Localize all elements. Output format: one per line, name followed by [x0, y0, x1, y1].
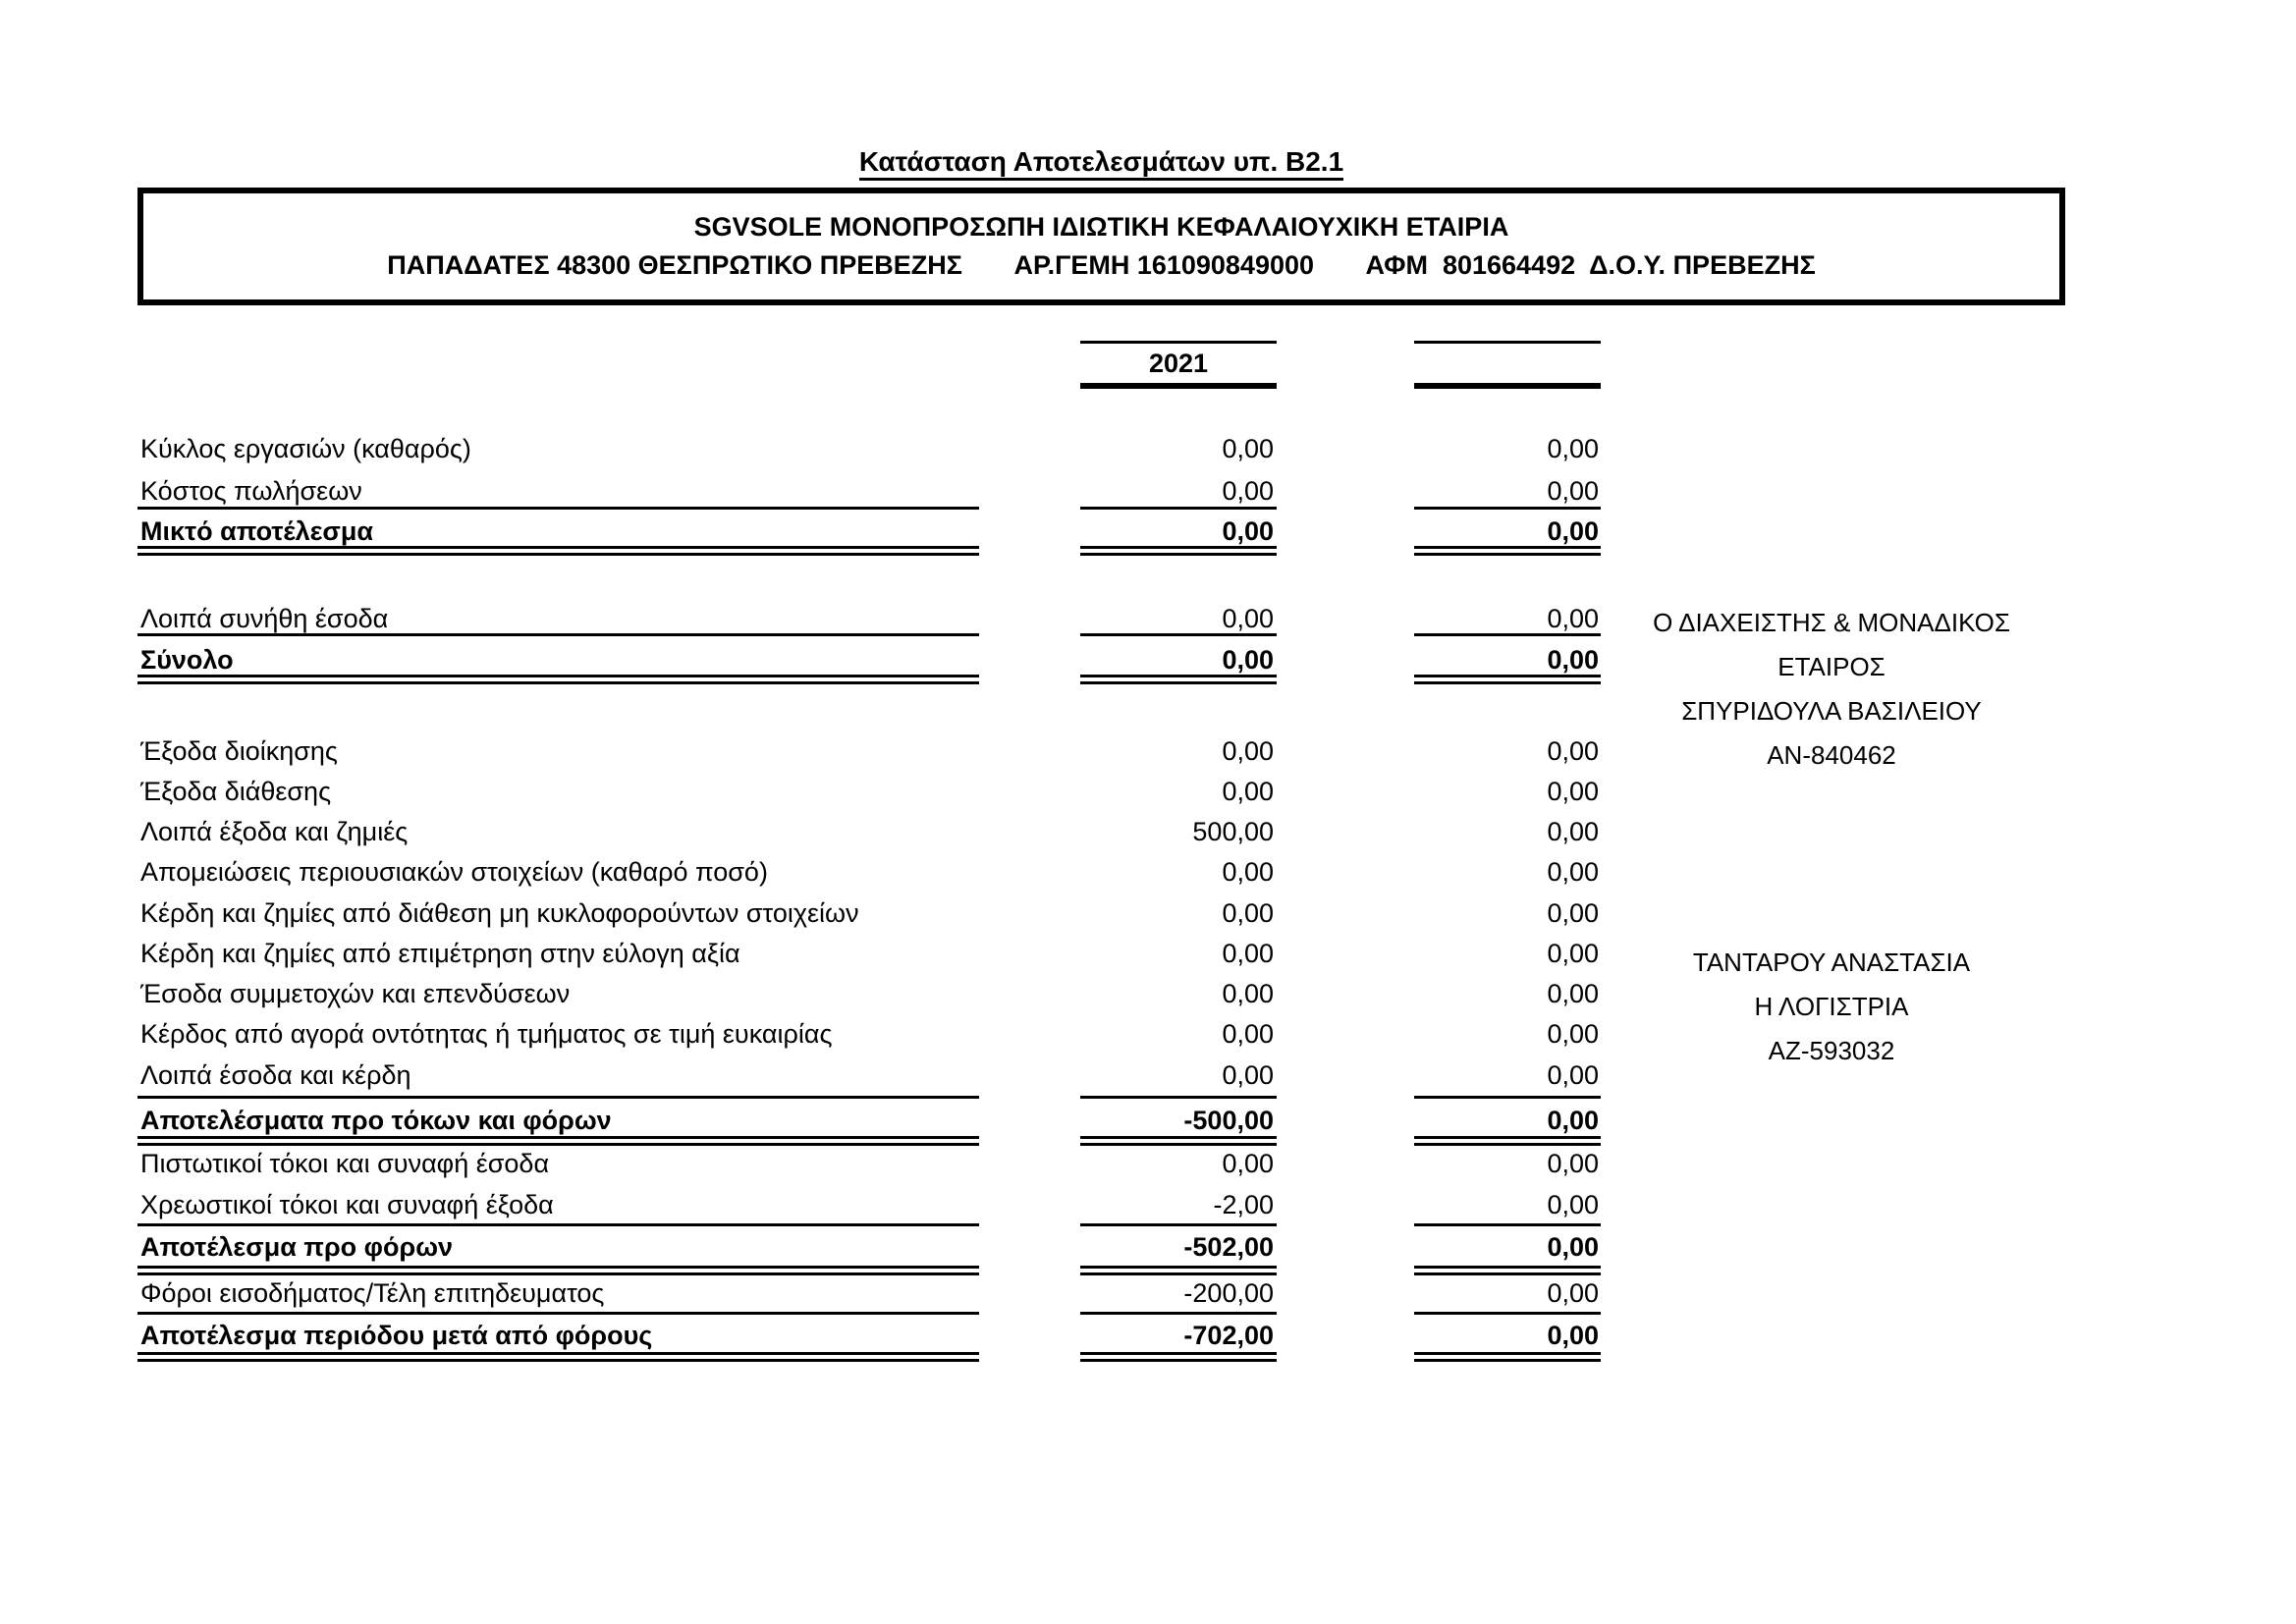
row-value-prev: 0,00: [1547, 1321, 1599, 1350]
row-value-2021: 0,00: [1222, 1019, 1274, 1049]
separator-line: [1414, 507, 1601, 510]
row-label: Λοιπά έξοδα και ζημιές: [140, 817, 409, 846]
row-value-2021: 0,00: [1222, 434, 1274, 463]
row-value-2021: -702,00: [1183, 1321, 1274, 1350]
row-value-prev: 0,00: [1547, 604, 1599, 633]
statement-row: [0, 1188, 2296, 1221]
row-value-2021: -500,00: [1183, 1106, 1274, 1135]
row-label: Πιστωτικοί τόκοι και συναφή έσοδα: [140, 1149, 550, 1178]
accountant-name: ΤΑΝΤΑΡΟΥ ΑΝΑΣΤΑΣΙΑ: [1692, 947, 1971, 977]
row-value-2021: -502,00: [1183, 1232, 1274, 1262]
row-label: Κέρδη και ζημίες από διάθεση μη κυκλοφορούντων στοιχείων: [140, 898, 859, 928]
double-separator-line: [1080, 675, 1277, 684]
manager-name: ΣΠΥΡΙΔΟΥΛΑ ΒΑΣΙΛΕΙΟΥ: [1681, 696, 1982, 726]
row-value-2021: 0,00: [1222, 777, 1274, 806]
row-value-2021: 0,00: [1222, 898, 1274, 928]
separator-line: [1080, 1312, 1277, 1315]
row-value-2021: 0,00: [1222, 736, 1274, 766]
row-label: Αποτέλεσμα περιόδου μετά από φόρους: [140, 1321, 653, 1350]
row-value-prev: 0,00: [1547, 1019, 1599, 1049]
statement-total-row: [0, 1104, 2296, 1137]
row-value-prev: 0,00: [1547, 1278, 1599, 1308]
statement-row: [0, 775, 2296, 808]
row-label: Κύκλος εργασιών (καθαρός): [140, 434, 471, 463]
column1-top-rule: [1080, 341, 1277, 344]
row-value-prev: 0,00: [1547, 898, 1599, 928]
row-value-2021: 0,00: [1222, 1149, 1274, 1178]
double-separator-line: [1414, 1136, 1601, 1146]
document-title-text: Κατάσταση Αποτελεσμάτων υπ. Β2.1: [859, 146, 1343, 181]
statement-row: [0, 896, 2296, 930]
double-separator-line: [1414, 546, 1601, 556]
row-value-prev: 0,00: [1547, 516, 1599, 546]
row-label: Λοιπά συνήθη έσοδα: [140, 604, 389, 633]
row-value-prev: 0,00: [1547, 1149, 1599, 1178]
manager-title-line1: Ο ΔΙΑΧΕΙΣΤΗΣ & ΜΟΝΑΔΙΚΟΣ: [1653, 608, 2010, 637]
separator-line: [1414, 1096, 1601, 1099]
separator-line: [1080, 507, 1277, 510]
row-label: Αποτελέσματα προ τόκων και φόρων: [140, 1106, 612, 1135]
double-separator-line: [137, 1352, 979, 1362]
row-label: Κόστος πωλήσεων: [140, 476, 362, 506]
statement-total-row: [0, 1319, 2296, 1352]
row-label: Έξοδα διοίκησης: [140, 736, 338, 766]
row-label: Αποτέλεσμα προ φόρων: [140, 1232, 454, 1262]
row-label: Λοιπά έσοδα και κέρδη: [140, 1060, 411, 1090]
double-separator-line: [1414, 1266, 1601, 1275]
separator-line: [137, 507, 979, 510]
row-value-prev: 0,00: [1547, 1106, 1599, 1135]
separator-line: [1080, 1223, 1277, 1226]
company-address: ΠΑΠΑΔΑΤΕΣ 48300 ΘΕΣΠΡΩΤΙΚΟ ΠΡΕΒΕΖΗΣ: [387, 250, 963, 280]
column2-header-rule: [1414, 383, 1601, 389]
double-separator-line: [1080, 546, 1277, 556]
row-value-prev: 0,00: [1547, 1060, 1599, 1090]
row-label: Κέρδος από αγορά οντότητας ή τμήματος σε τιμή ευκαιρίας: [140, 1019, 833, 1049]
statement-total-row: [0, 514, 2296, 548]
row-value-prev: 0,00: [1547, 857, 1599, 887]
accountant-signature-block: [1571, 941, 2092, 1073]
statement-row: [0, 1276, 2296, 1310]
row-label: Έξοδα διάθεσης: [140, 777, 332, 806]
double-separator-line: [137, 675, 979, 684]
row-value-prev: 0,00: [1547, 777, 1599, 806]
statement-total-row: [0, 1230, 2296, 1264]
statement-row: [0, 815, 2296, 848]
double-separator-line: [1080, 1136, 1277, 1146]
separator-line: [1414, 1223, 1601, 1226]
separator-line: [137, 1096, 979, 1099]
company-details: [143, 248, 2059, 282]
manager-id-number: ΑΝ-840462: [1767, 740, 1896, 770]
separator-line: [1080, 1096, 1277, 1099]
accountant-id-number: ΑΖ-593032: [1768, 1036, 1895, 1065]
row-value-prev: 0,00: [1547, 434, 1599, 463]
row-value-2021: 0,00: [1222, 516, 1274, 546]
separator-line: [137, 1223, 979, 1226]
statement-row: [0, 1147, 2296, 1180]
row-label: Έσοδα συμμετοχών και επενδύσεων: [140, 979, 571, 1008]
column1-year-header: 2021: [1148, 349, 1209, 378]
row-value-2021: 0,00: [1222, 604, 1274, 633]
row-value-2021: 0,00: [1222, 857, 1274, 887]
row-value-2021: 0,00: [1222, 979, 1274, 1008]
manager-signature-block: [1571, 601, 2092, 778]
accountant-title: Η ΛΟΓΙΣΤΡΙΑ: [1754, 992, 1909, 1021]
row-value-prev: 0,00: [1547, 979, 1599, 1008]
row-label: Κέρδη και ζημίες από επιμέτρηση στην εύλογη αξία: [140, 939, 740, 968]
separator-line: [1414, 1312, 1601, 1315]
double-separator-line: [137, 546, 979, 556]
row-value-2021: 500,00: [1192, 817, 1274, 846]
column1-header-rule: [1080, 383, 1277, 389]
statement-row: [0, 432, 2296, 465]
row-value-2021: -2,00: [1213, 1190, 1274, 1219]
statement-row: [0, 855, 2296, 889]
double-separator-line: [1414, 1352, 1601, 1362]
company-registry-number: ΑΡ.ΓΕΜΗ 161090849000: [1013, 250, 1315, 280]
manager-title-line2: ΕΤΑΙΡΟΣ: [1777, 652, 1886, 681]
company-name: SGVSOLE ΜΟΝΟΠΡΟΣΩΠΗ ΙΔΙΩΤΙΚΗ ΚΕΦΑΛΑΙΟΥΧΙΚΗ ΕΤΑΙΡΙΑ: [693, 212, 1509, 242]
separator-line: [137, 1312, 979, 1315]
row-value-2021: 0,00: [1222, 1060, 1274, 1090]
document-title: [137, 145, 2065, 179]
row-value-prev: 0,00: [1547, 1190, 1599, 1219]
row-label: Απομειώσεις περιουσιακών στοιχείων (καθαρό ποσό): [140, 857, 768, 887]
row-value-2021: 0,00: [1222, 939, 1274, 968]
statement-row: [0, 474, 2296, 508]
row-label: Μικτό αποτέλεσμα: [140, 516, 374, 546]
separator-line: [1080, 633, 1277, 636]
row-value-prev: 0,00: [1547, 476, 1599, 506]
row-value-2021: -200,00: [1183, 1278, 1274, 1308]
company-tax-info: ΑΦΜ 801664492 Δ.Ο.Υ. ΠΡΕΒΕΖΗΣ: [1365, 250, 1816, 280]
row-label: Φόροι εισοδήματος/Τέλη επιτηδευματος: [140, 1278, 605, 1308]
row-value-2021: 0,00: [1222, 476, 1274, 506]
double-separator-line: [1080, 1266, 1277, 1275]
row-value-prev: 0,00: [1547, 736, 1599, 766]
company-header-box: [137, 188, 2065, 305]
double-separator-line: [137, 1266, 979, 1275]
double-separator-line: [1080, 1352, 1277, 1362]
separator-line: [137, 633, 979, 636]
double-separator-line: [137, 1136, 979, 1146]
row-value-2021: 0,00: [1222, 645, 1274, 675]
row-value-prev: 0,00: [1547, 645, 1599, 675]
row-label: Χρεωστικοί τόκοι και συναφή έξοδα: [140, 1190, 554, 1219]
row-value-prev: 0,00: [1547, 1232, 1599, 1262]
row-label: Σύνολο: [140, 645, 234, 675]
row-value-prev: 0,00: [1547, 939, 1599, 968]
row-value-prev: 0,00: [1547, 817, 1599, 846]
column2-top-rule: [1414, 341, 1601, 344]
